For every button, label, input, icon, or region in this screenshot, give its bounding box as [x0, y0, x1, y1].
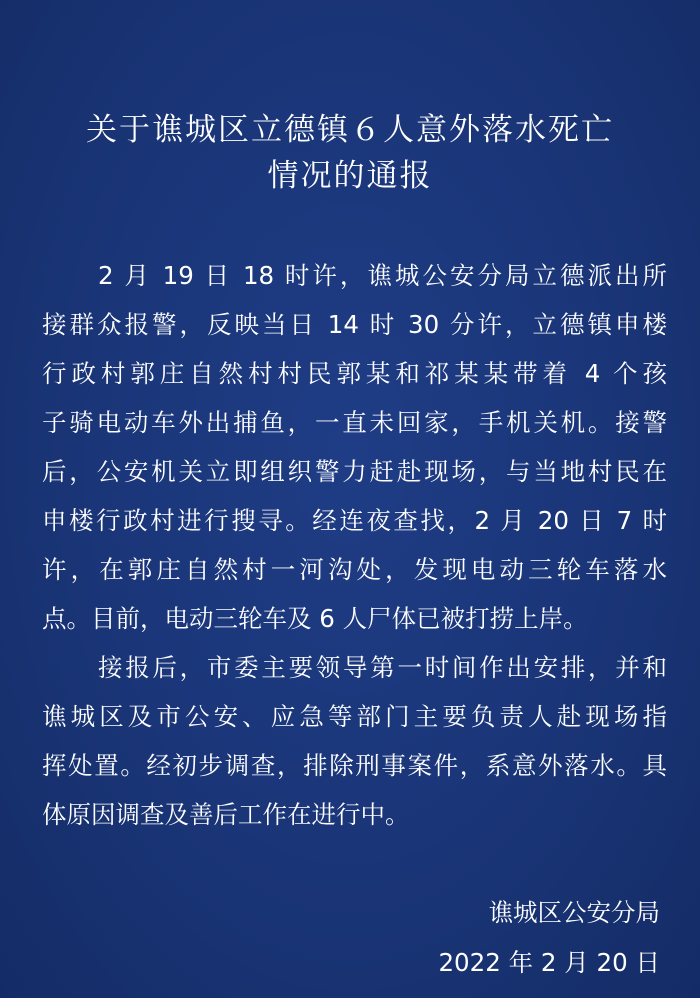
notice-title-line-2: 情况的通报	[267, 158, 433, 194]
paragraph-2-line-4: 体原因调查及善后工作在进行中。	[42, 800, 410, 829]
paragraph-1-line-4: 子骑电动车外出捕鱼，一直未回家，手机关机。接警	[42, 408, 667, 437]
paragraph-1-line-5: 后，公安机关立即组织警力赶赴现场，与当地村民在	[42, 457, 667, 486]
paragraph-1-line-7: 许，在郭庄自然村一河沟处，发现电动三轮车落水	[42, 555, 667, 584]
paragraph-1-line-1: 2 月 19 日 18 时许，谯城公安分局立德派出所	[98, 261, 667, 290]
paragraph-2-line-1: 接报后，市委主要领导第一时间作出安排，并和	[98, 653, 667, 682]
signature-date: 2022 年 2 月 20 日	[438, 948, 660, 977]
paragraph-1-line-3: 行政村郭庄自然村村民郭某和祁某某带着 4 个孩	[42, 359, 667, 388]
notice-title-line-1: 关于谯城区立德镇６人意外落水死亡	[86, 112, 614, 148]
paragraph-1-line-6: 申楼行政村进行搜寻。经连夜查找，2 月 20 日 7 时	[42, 506, 667, 535]
paragraph-2-line-2: 谯城区及市公安、应急等部门主要负责人赴现场指	[42, 702, 667, 731]
signature-organization: 谯城区公安分局	[488, 898, 660, 927]
paragraph-2-line-3: 挥处置。经初步调查，排除刑事案件，系意外落水。具	[42, 751, 667, 780]
paragraph-1-line-8: 点。目前，电动三轮车及 6 人尸体已被打捞上岸。	[42, 604, 588, 633]
paragraph-1-line-2: 接群众报警，反映当日 14 时 30 分许，立德镇申楼	[42, 310, 667, 339]
